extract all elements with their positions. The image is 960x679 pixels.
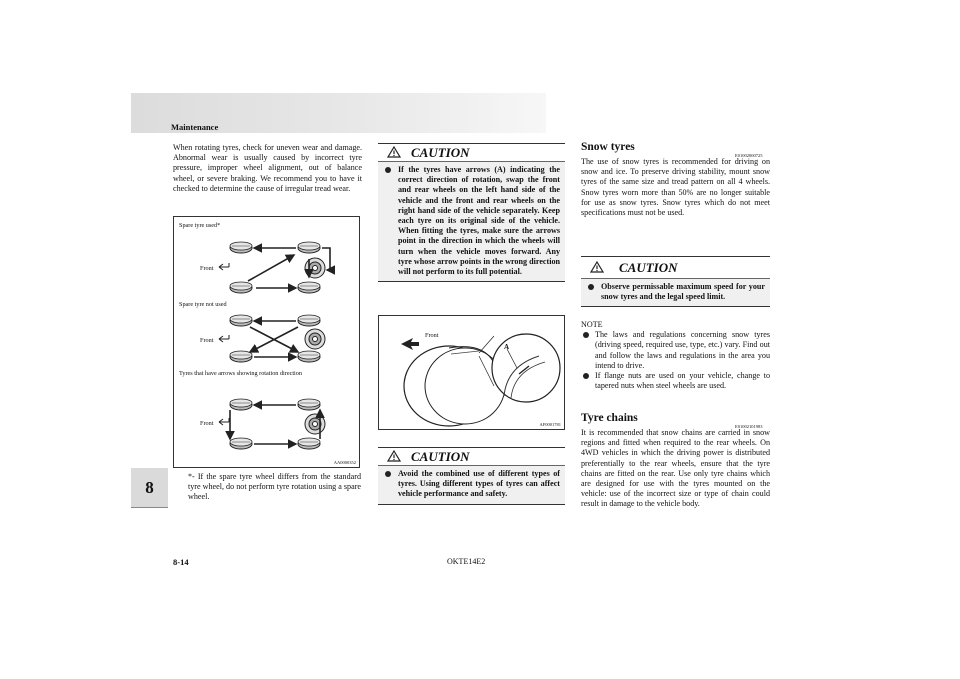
- figure-code: AA0000352: [333, 460, 356, 465]
- note-item: [581, 330, 770, 371]
- caution-text: Avoid the combined use of different types of tyres. Using different types of tyres can affect vehicle performance and safety.: [398, 469, 560, 499]
- tyre-front-left-1: [230, 242, 252, 253]
- spare-wheel-2: [305, 329, 325, 349]
- spare-wheel-1: [305, 258, 325, 278]
- bullet-icon: [583, 332, 589, 338]
- tyre-chains-code: E01002101983: [735, 424, 763, 429]
- note-section: [581, 320, 770, 391]
- document-code: OKTE14E2: [447, 557, 486, 566]
- warning-triangle-icon: [387, 146, 401, 158]
- caution-text: Observe permissable maximum speed for your snow tyres and the legal speed limit.: [601, 282, 765, 302]
- tyre-front-left-2: [230, 315, 252, 326]
- tyre-rear-right-2: [298, 351, 320, 362]
- spare-footnote: *- If the spare tyre wheel differs from the standard tyre wheel, do not perform tyre rotation using a spare wheel.: [188, 472, 361, 502]
- snow-tyres-text: The use of snow tyres is recommended for driving on snow and ice. To preserve driving stability, mount snow tyres of the same size and tread pattern on all 4 wheels. Snow tyres worn more than 50% are no longer suitable for use as snow tyres. Snow tyres which do not meet specifications must not be used.: [581, 157, 770, 218]
- tyre-rear-left-2: [230, 351, 252, 362]
- tyre-rear-left-3: [230, 438, 252, 449]
- note-label: NOTE: [581, 320, 603, 329]
- tyre-sidewall-illustration: [379, 316, 564, 429]
- tyre-rear-left-1: [230, 282, 252, 293]
- front-label: Front: [425, 332, 439, 339]
- tyre-chains-text: It is recommended that snow chains are carried in snow regions and fitted when required to the rear wheels. On 4WD vehicles in which the driving power is distributed preferentially to the rear wheels, ensure that the tyre chains are fitted on the rear. Use only tyre chains which are designed for use with the tyres mounted on the vehicle: use of the incorrect size or type of chain could result in damage to the vehicle body.: [581, 428, 770, 509]
- front-arrow-icon: [219, 335, 229, 342]
- figure-code: AF0001781: [539, 422, 561, 427]
- snow-tyres-heading: Snow tyres: [581, 141, 635, 153]
- tyre-rear-right-3: [298, 438, 320, 449]
- front-label-3: Front: [200, 420, 214, 427]
- arrow-a-label: A: [504, 343, 510, 351]
- front-direction-arrow: [401, 338, 419, 350]
- page-number: 8-14: [173, 557, 189, 567]
- caution-box-snow: [581, 256, 770, 307]
- note-item: [581, 371, 770, 391]
- tyre-chains-heading: Tyre chains: [581, 412, 638, 424]
- tyre-arrow-figure: [378, 315, 565, 430]
- label-spare-used: Spare tyre used*: [179, 222, 221, 229]
- bullet-icon: [588, 284, 594, 290]
- tyre-front-right-3: [298, 399, 320, 410]
- caution-title: CAUTION: [619, 260, 678, 275]
- bullet-icon: [385, 167, 391, 173]
- section-title: Maintenance: [171, 122, 219, 132]
- tyre-front-left-3: [230, 399, 252, 410]
- caution-title: CAUTION: [411, 449, 470, 464]
- tyre-front-right-1: [298, 242, 320, 253]
- intro-paragraph: When rotating tyres, check for uneven wear and damage. Abnormal wear is usually caused by incorrect tyre pressure, improper wheel alignment, out of balance wheel, or severe braking. We recommend you to have it checked to determine the cause of irregular tread wear.: [173, 143, 362, 193]
- front-arrow-icon: [219, 418, 229, 425]
- caution-title: CAUTION: [411, 145, 470, 160]
- caution-box-tyre-types: [378, 447, 565, 505]
- caution-box-arrows: [378, 143, 565, 282]
- front-arrow-icon: [219, 263, 229, 270]
- label-spare-not-used: Spare tyre not used: [179, 301, 227, 308]
- spare-wheel-3: [305, 414, 325, 434]
- caution-header: [378, 448, 565, 466]
- warning-triangle-icon: [387, 450, 401, 462]
- front-label-1: Front: [200, 265, 214, 272]
- caution-header: [581, 257, 770, 279]
- warning-triangle-icon: [590, 261, 604, 273]
- page-header: [131, 93, 546, 133]
- caution-text: If the tyres have arrows (A) indicating the correct direction of rotation, swap the front and rear wheels on the left hand side of the vehicle and the front and rear wheels on the right hand side of the vehicle separately. Keep each tyre on its original side of the vehicle. When fitting the tyres, make sure the arrows point in the direction in which the wheels will turn when the vehicle moves forward. Any tyre whose arrow points in the wrong direction will not perform to its full potential.: [398, 165, 560, 277]
- tyre-front-right-2: [298, 315, 320, 326]
- chapter-tab: 8: [131, 468, 168, 508]
- tyre-rear-right-1: [298, 282, 320, 293]
- rotation-diagram: [174, 217, 361, 469]
- caution-header: [378, 144, 565, 162]
- snow-tyres-code: E01002000725: [735, 153, 763, 158]
- label-arrow-tyres: Tyres that have arrows showing rotation direction: [179, 370, 302, 377]
- bullet-icon: [385, 471, 391, 477]
- note-text: If flange nuts are used on your vehicle, change to tapered nuts when steel wheels are used.: [595, 371, 770, 391]
- bullet-icon: [583, 373, 589, 379]
- tyre-rotation-figure: [173, 216, 360, 468]
- note-text: The laws and regulations concerning snow tyres (driving speed, required use, type, etc.) vary. Find out and follow the laws and regulations in the area you intend to drive.: [595, 330, 770, 370]
- front-label-2: Front: [200, 337, 214, 344]
